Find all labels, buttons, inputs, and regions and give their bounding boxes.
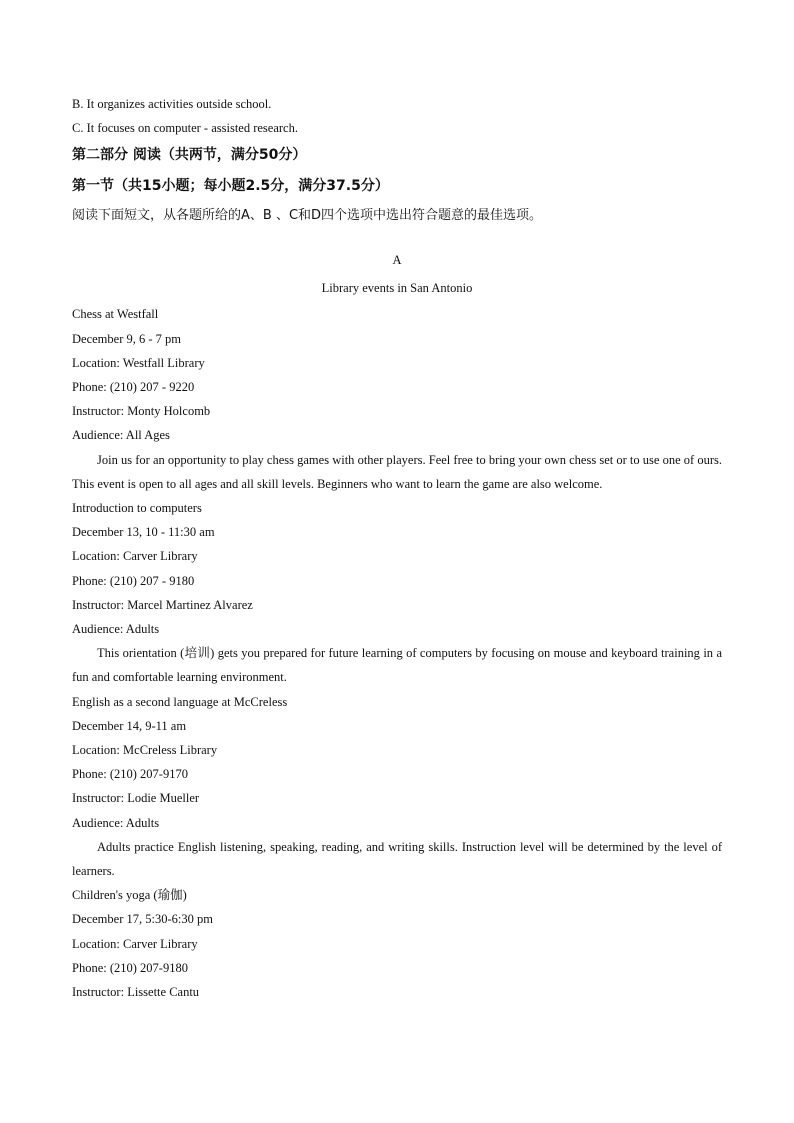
event-phone: Phone: (210) 207 - 9180 xyxy=(72,573,195,588)
event-esl xyxy=(72,690,722,884)
event-name: Introduction to computers xyxy=(72,501,202,516)
event-phone: Phone: (210) 207-9170 xyxy=(72,767,188,782)
event-computers xyxy=(72,496,722,690)
event-name: Chess at Westfall xyxy=(72,307,159,322)
event-instructor: Instructor: Lodie Mueller xyxy=(72,791,200,806)
document-page xyxy=(72,92,722,1004)
passage-letter: A xyxy=(392,253,402,268)
event-instructor: Instructor: Monty Holcomb xyxy=(72,404,211,419)
event-date: December 9, 6 - 7 pm xyxy=(72,331,181,346)
event-date: December 14, 9-11 am xyxy=(72,718,187,733)
event-name: Children's yoga (瑜伽) xyxy=(72,888,187,903)
event-name: English as a second language at McCreless xyxy=(72,694,288,709)
option-b: B. It organizes activities outside school. xyxy=(72,97,272,111)
event-instructor: Instructor: Marcel Martinez Alvarez xyxy=(72,597,253,612)
passage-title: Library events in San Antonio xyxy=(321,281,473,296)
event-instructor: Instructor: Lissette Cantu xyxy=(72,985,200,1000)
event-description: This orientation (培训) gets you prepared for future learning of computers by focusing on mouse and keyboard training in a fun and comfortable learning environment. xyxy=(72,646,722,685)
section-heading: 第一节（共15小题；每小题2.5分，满分37.5分） xyxy=(72,178,389,195)
event-audience: Audience: Adults xyxy=(72,815,160,830)
event-location: Location: Carver Library xyxy=(72,936,198,951)
event-date: December 13, 10 - 11:30 am xyxy=(72,525,215,540)
event-location: Location: Carver Library xyxy=(72,549,198,564)
event-phone: Phone: (210) 207-9180 xyxy=(72,960,188,975)
event-chess xyxy=(72,302,722,496)
option-c: C. It focuses on computer - assisted research. xyxy=(72,121,298,136)
part-heading: 第二部分 阅读（共两节，满分50分） xyxy=(72,147,307,164)
event-location: Location: McCreless Library xyxy=(72,743,218,758)
instruction-text: 阅读下面短文，从各题所给的A、B 、C和D四个选项中选出符合题意的最佳选项。 xyxy=(72,208,543,224)
event-description: Adults practice English listening, speaking, reading, and writing skills. Instruction level will be determined by the level of learners. xyxy=(72,839,722,879)
event-audience: Audience: Adults xyxy=(72,622,160,637)
event-description: Join us for an opportunity to play chess games with other players. Feel free to bring your own chess set or to use one of ours. This event is open to all ages and all skill levels. Beginners who want to learn the game are also welcome. xyxy=(72,452,722,491)
event-yoga xyxy=(72,883,722,1004)
event-phone: Phone: (210) 207 - 9220 xyxy=(72,380,195,395)
event-location: Location: Westfall Library xyxy=(72,355,205,370)
event-audience: Audience: All Ages xyxy=(72,428,170,443)
event-date: December 17, 5:30-6:30 pm xyxy=(72,912,213,927)
